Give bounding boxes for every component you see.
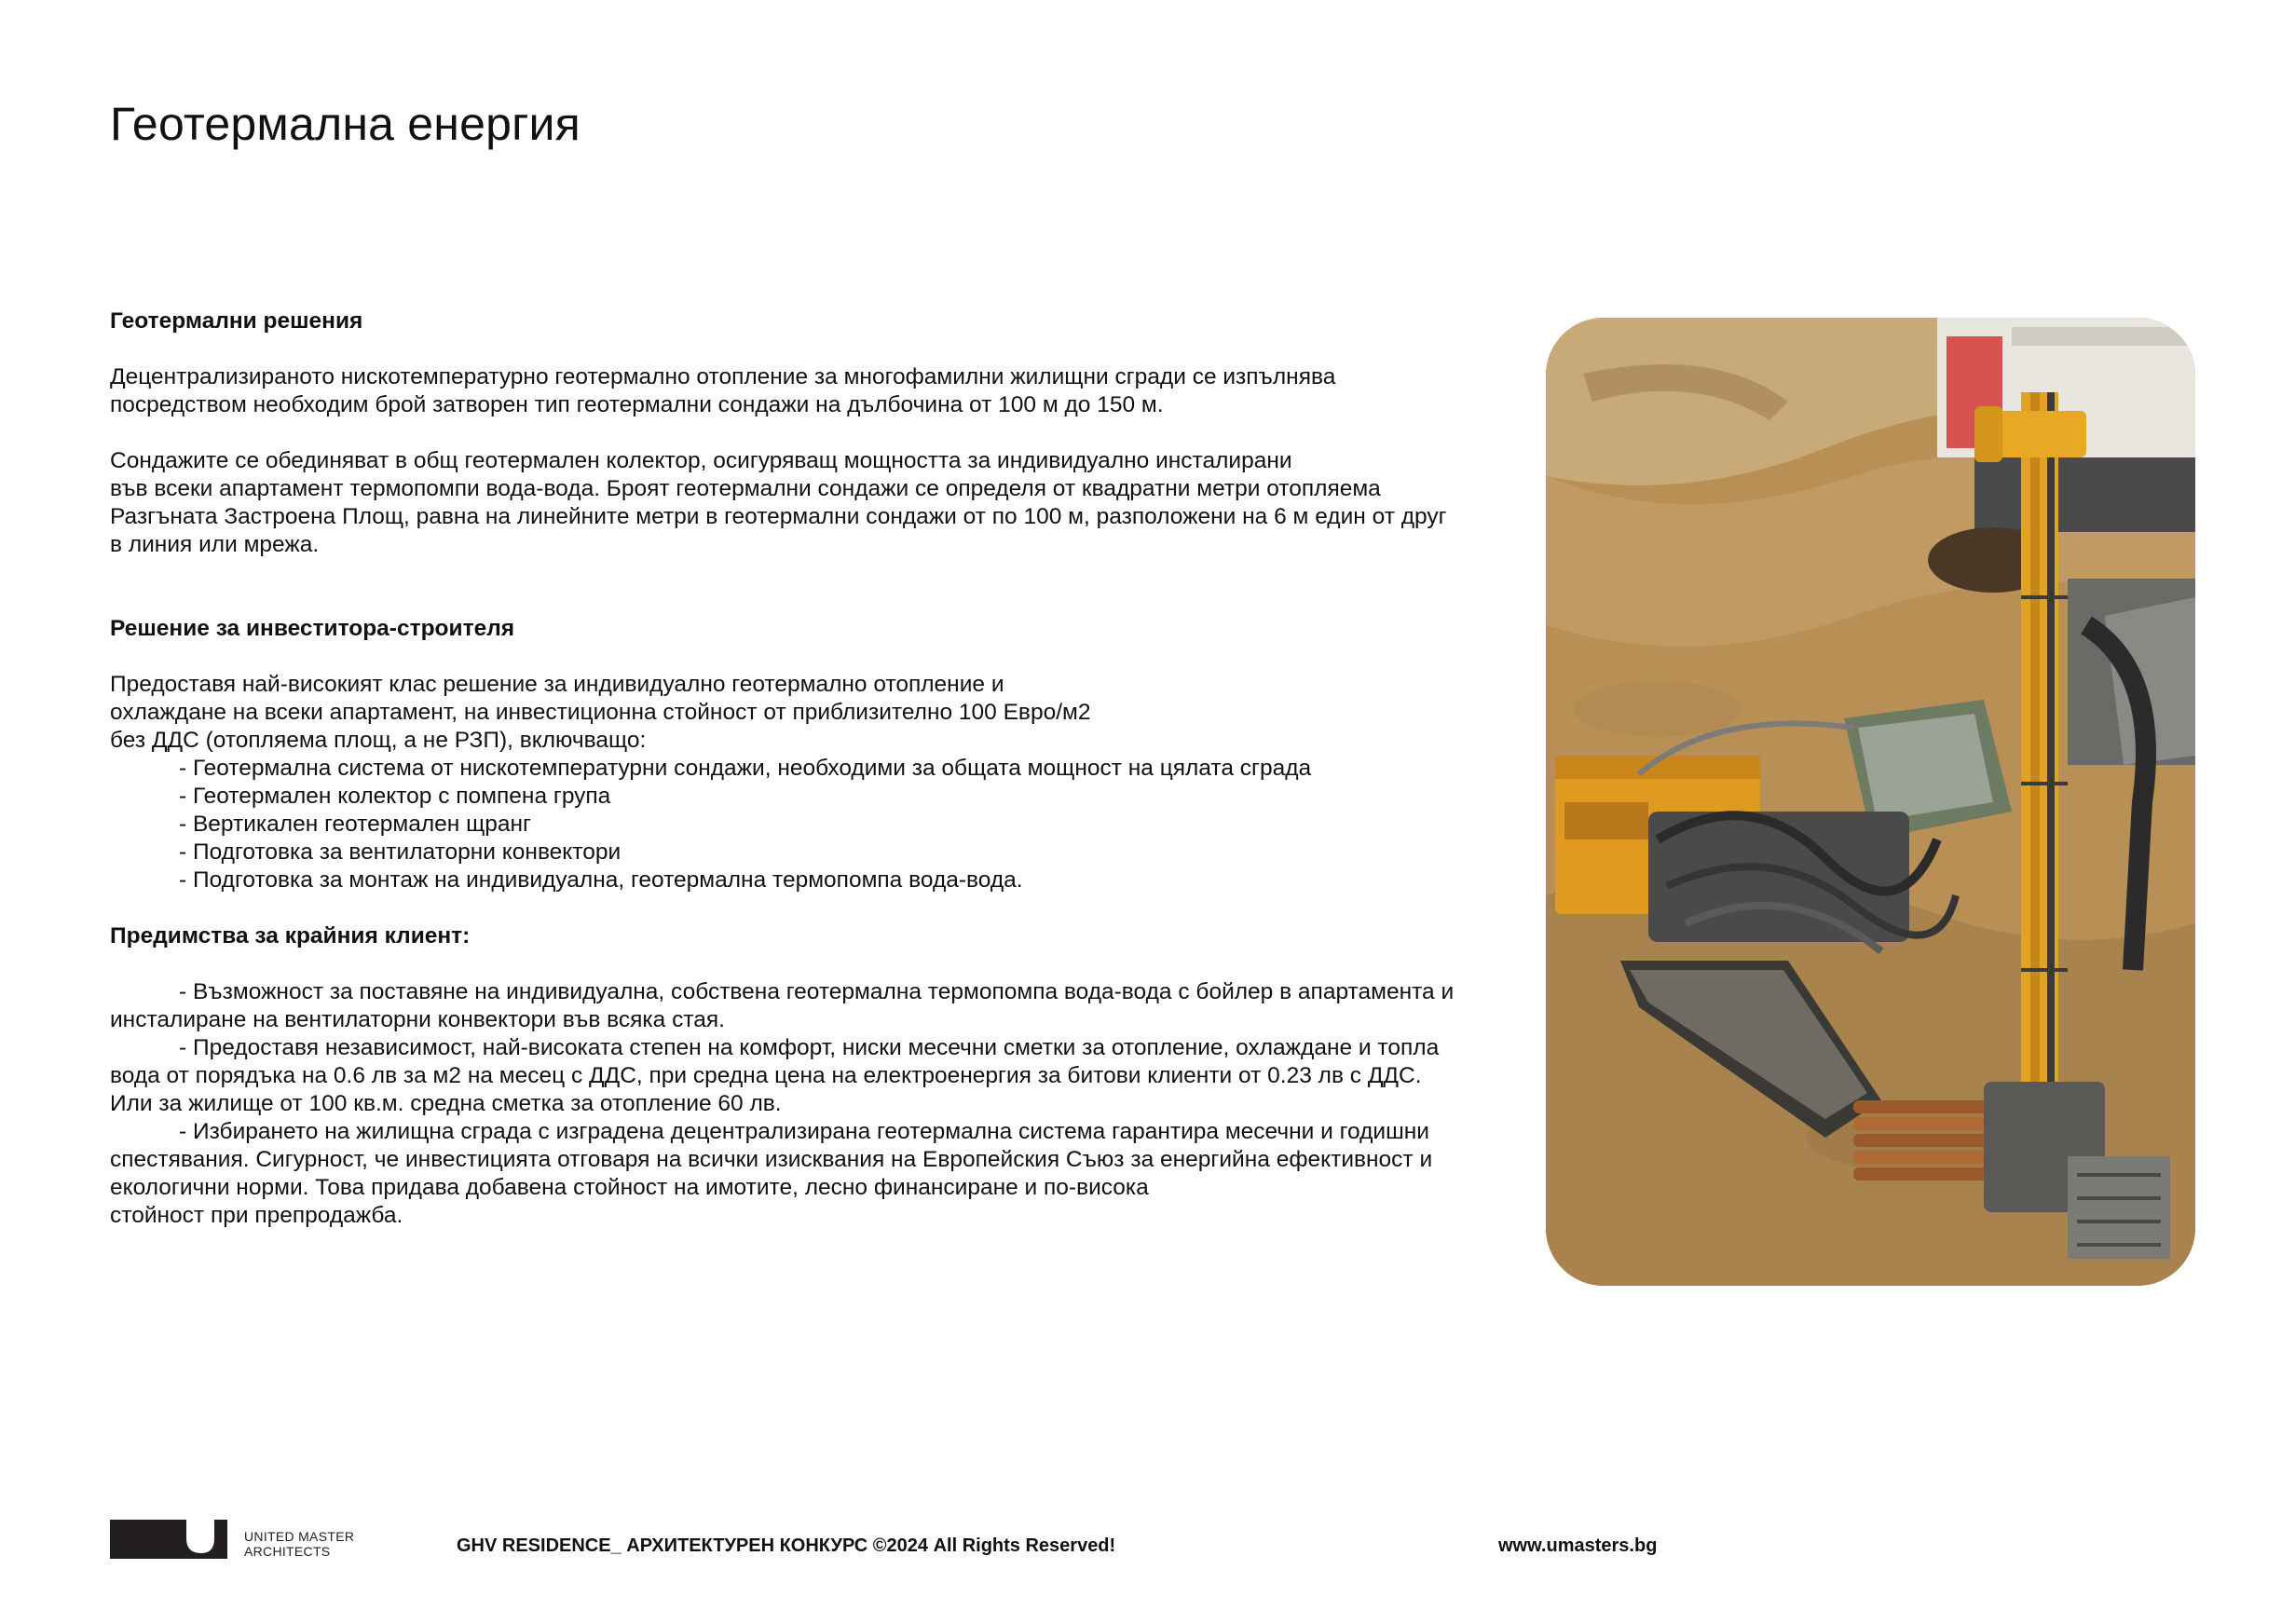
section2-list-item: - Геотермална система от нискотемпературни сондажи, необходими за общата мощност на цялата сграда <box>179 756 1312 781</box>
section3-benefit-line: - Предоставя независимост, най-високата степен на комфорт, ниски месечни сметки за отопление, охлаждане и топла <box>179 1035 1440 1060</box>
section2-intro-line: Предоставя най-високият клас решение за индивидуално геотермално отопление и <box>110 672 1004 697</box>
section2-list-item: - Подготовка за монтаж на индивидуална, геотермална термопомпа вода-вода. <box>179 867 1023 893</box>
logo-text <box>244 1529 354 1559</box>
section1-para2-line: в линия или мрежа. <box>110 532 320 557</box>
drilling-rig-photo <box>1546 318 2195 1286</box>
logo-line-1: UNITED MASTER <box>244 1529 355 1544</box>
section2-list-item: - Подготовка за вентилаторни конвектори <box>179 839 622 865</box>
section1-para1-line: Децентрализираното нискотемпературно геотермално отопление за многофамилни жилищни сгради се изпълнява <box>110 364 1336 389</box>
section3-benefit-1 <box>110 978 1498 1034</box>
section2-list-item: - Геотермален колектор с помпена група <box>179 784 611 809</box>
section2-intro-line: без ДДС (отопляема площ, а не РЗП), включващо: <box>110 728 647 753</box>
section2-intro <box>110 671 1498 755</box>
section3-benefit-line: стойност при препродажба. <box>110 1203 403 1228</box>
footer-website-link[interactable]: www.umasters.bg <box>1498 1535 1658 1556</box>
section1-para1-line: посредством необходим брой затворен тип геотермални сондажи на дълбочина от 100 м до 150 м. <box>110 392 1164 417</box>
logo-line-2: ARCHITECTS <box>244 1544 331 1559</box>
section3-benefit-line: вода от порядъка на 0.6 лв за м2 на месец с ДДС, при средна цена на електроенергия за битови клиенти от 0.23 лв с ДДС. <box>110 1063 1422 1088</box>
main-content <box>110 307 1498 1230</box>
section3-benefit-line: спестявания. Сигурност, че инвестицията отговаря на всички изисквания на Европейския Съюз за енергийна ефективност и <box>110 1147 1433 1172</box>
drilling-rig-illustration <box>1546 318 2195 1286</box>
united-master-architects-logo-icon <box>110 1520 227 1559</box>
section3-benefit-line: Или за жилище от 100 кв.м. средна сметка за отопление 60 лв. <box>110 1091 782 1116</box>
section3-benefit-2 <box>110 1034 1498 1118</box>
section2-intro-line: охлаждане на всеки апартамент, на инвестиционна стойност от приблизително 100 Евро/м2 <box>110 700 1091 725</box>
section2-list-item: - Вертикален геотермален щранг <box>179 812 531 837</box>
section3-heading: Предимства за крайния клиент: <box>110 923 471 948</box>
section1-para2 <box>110 447 1498 559</box>
section1-para2-line: Сондажите се обединяват в общ геотермален колектор, осигуряващ мощността за индивидуално инсталирани <box>110 448 1292 473</box>
section3-benefit-line: - Избирането на жилищна сграда с изградена децентрализирана геотермална система гарантира месечни и годишни <box>179 1119 1429 1144</box>
section3-benefit-3 <box>110 1118 1498 1230</box>
page-title: Геотермална енергия <box>110 98 581 150</box>
section3-benefit-line: екологични норми. Това придава добавена стойност на имотите, лесно финансиране и по-висока <box>110 1175 1149 1200</box>
section3-benefit-line: инсталиране на вентилаторни конвектори във всяка стая. <box>110 1007 725 1032</box>
section1-heading: Геотермални решения <box>110 308 363 334</box>
section2-heading: Решение за инвеститора-строителя <box>110 616 515 641</box>
section1-para1 <box>110 363 1498 419</box>
section3-benefit-line: - Възможност за поставяне на индивидуална, собствена геотермална термопомпа вода-вода с бойлер в апартамента и <box>179 979 1455 1004</box>
footer-copyright: GHV RESIDENCE_ АРХИТЕКТУРЕН КОНКУРС ©2024 All Rights Reserved! <box>457 1535 1116 1556</box>
section1-para2-line: във всеки апартамент термопомпи вода-вода. Броят геотермални сондажи се определя от квадратни метри отопляема <box>110 476 1381 501</box>
section1-para2-line: Разгъната Застроена Площ, равна на линейните метри в геотермални сондажи от по 100 м, разположени на 6 м един от друг <box>110 504 1447 529</box>
